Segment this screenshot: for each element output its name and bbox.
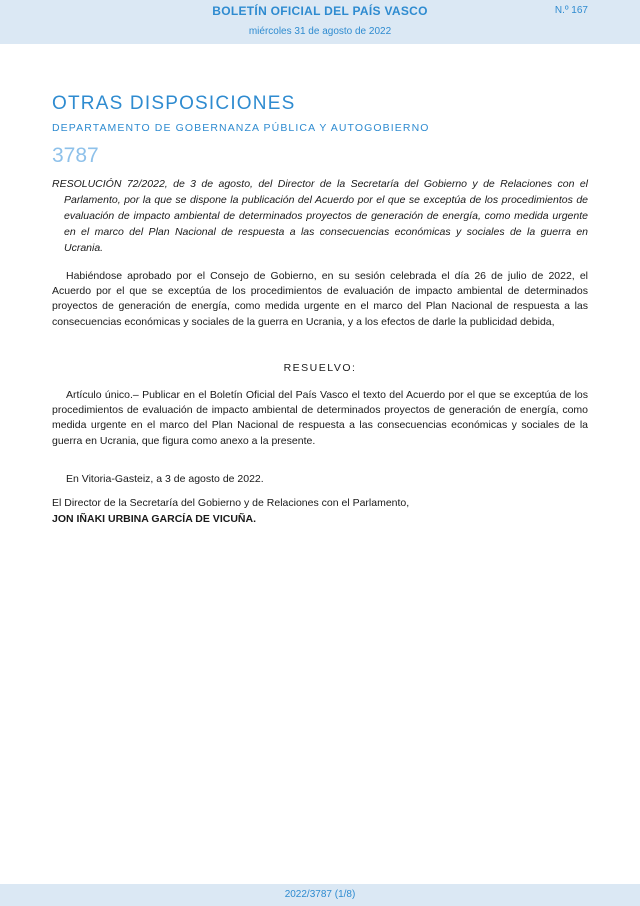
section-title: OTRAS DISPOSICIONES (52, 93, 296, 114)
preamble-paragraph: Habiéndose aprobado por el Consejo de Gobierno, en su sesión celebrada el día 26 de julio de 2022, el Acuerdo por el que se exceptúa de los procedimientos de evaluación de impacto ambiental de determinados proyectos de generación de energía, como medida urgente en el marco del Plan Nacional de respuesta a las consecuencias económicas y sociales de la guerra en Ucrania, y a los efectos de darle la publicidad debida, (52, 270, 588, 328)
issue-number: N.º 167 (554, 5, 588, 16)
page-footer (0, 884, 640, 906)
bulletin-title: BOLETÍN OFICIAL DEL PAÍS VASCO (212, 4, 428, 18)
signer-role: El Director de la Secretaría del Gobierno y de Relaciones con el Parlamento, (52, 497, 410, 509)
resuelvo-heading: RESUELVO: (283, 362, 357, 374)
disposition-number: 3787 (52, 144, 99, 167)
article-paragraph: Artículo único.– Publicar en el Boletín Oficial del País Vasco el texto del Acuerdo por el que se exceptúa de los procedimientos de evaluación de impacto ambiental de determinados proyectos de generación de energía, como medida urgente en el marco del Plan Nacional de respuesta a las consecuencias económicas y sociales de la guerra en Ucrania, que figura como anexo a la presente. (52, 389, 588, 447)
issue-date: miércoles 31 de agosto de 2022 (248, 26, 392, 37)
page-reference: 2022/3787 (1/8) (284, 889, 356, 900)
department-name: DEPARTAMENTO DE GOBERNANZA PÚBLICA Y AUTOGOBIERNO (52, 122, 430, 134)
resolution-heading: RESOLUCIÓN 72/2022, de 3 de agosto, del Director de la Secretaría del Gobierno y de Relaciones con el Parlamento, por la que se dispone la publicación del Acuerdo por el que se exceptúa de los procedimientos de evaluación de impacto ambiental de determinados proyectos de generación de energía, como medida urgente en el marco del Plan Nacional de respuesta a las consecuencias económicas y sociales de la guerra en Ucrania. (52, 178, 588, 254)
page-header (0, 0, 640, 44)
place-date: En Vitoria-Gasteiz, a 3 de agosto de 2022. (66, 473, 264, 485)
signer-name: JON IÑAKI URBINA GARCÍA DE VICUÑA. (52, 513, 256, 525)
